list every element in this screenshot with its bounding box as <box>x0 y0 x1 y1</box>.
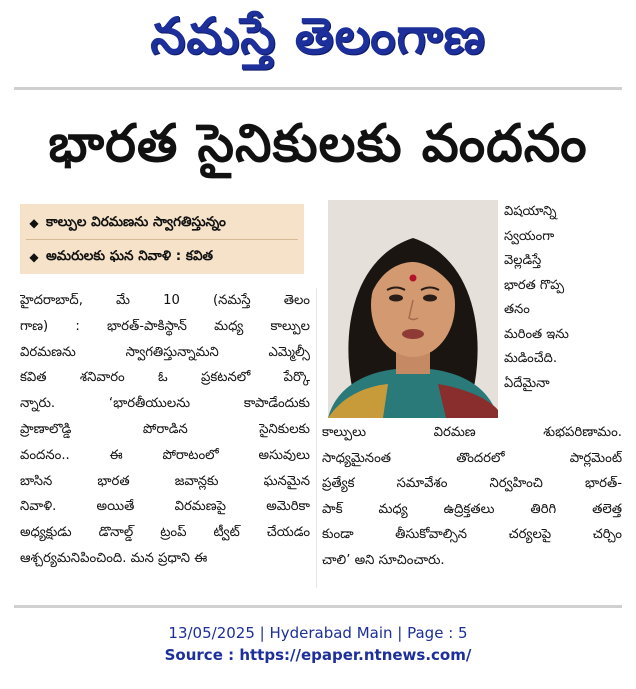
highlight-text: కాల్పుల విరమణను స్వాగతిస్తున్నం <box>46 213 226 230</box>
article-line: ఆశ్చర్యమనిపించింది. మన ప్రధాని ఈ <box>20 550 208 566</box>
article-line: వెల్లడిస్తే <box>504 253 542 268</box>
bottom-rule <box>14 605 622 608</box>
article-line: అధ్యక్షుడు డొనాల్డ్‌ ట్రంప్‌ ట్వీట్‌ చేయడం <box>20 525 310 541</box>
article-line: సాధ్యమైనంత తొందరలో పార్లమెంట్‌ <box>322 450 622 466</box>
portrait-illustration <box>328 200 498 418</box>
highlight-item <box>26 208 300 238</box>
article-line: ఏదేమైనా <box>504 375 550 391</box>
article-line: పాక్‌ మధ్య ఉద్రిక్తతలు తిరిగి తలెత్త <box>322 501 622 517</box>
article-line: మడించేది. <box>504 351 557 366</box>
footer <box>0 622 636 666</box>
highlight-text: అమరులకు ఘన నివాళి : కవిత <box>46 247 214 264</box>
article-line: స్వయంగా <box>504 228 555 244</box>
article-column-bottom <box>322 420 622 573</box>
article-line: మరింత ఇను <box>504 326 569 342</box>
article-line: విరమణను స్వాగతిస్తున్నామని ఎమ్మెల్సీ <box>20 344 310 360</box>
bullet-icon: ◆ <box>29 216 39 230</box>
article-line: ప్రత్యేక సమావేశం నిర్వహించి భారత్‌- <box>322 476 622 491</box>
article-column-right <box>504 200 622 396</box>
article-line: నివాళి. అయితే విరమణపై అమెరికా <box>20 499 310 515</box>
portrait-photo <box>328 200 498 418</box>
highlight-divider <box>26 239 298 240</box>
article-line: బాసిన భారత జవాన్లకు ఘనమైన <box>20 473 310 489</box>
article-line: విషయాన్ని <box>504 204 557 219</box>
column-divider <box>316 288 317 588</box>
article-line: హైదరాబాద్, మే 10 (నమస్తే తెలం <box>20 293 310 308</box>
article-line: భారత గొప్ప <box>504 277 565 293</box>
article-line: తనం <box>504 302 530 317</box>
bullet-icon: ◆ <box>29 250 39 264</box>
article-line: చాలి’ అని సూచించారు. <box>322 552 445 568</box>
newspaper-logo: నమస్తే తెలంగాణ <box>150 6 486 65</box>
highlights-box <box>20 204 304 274</box>
article-column-left <box>20 288 310 572</box>
article-line: వందనం.. ఈ పోరాటంలో అసువులు <box>20 447 310 463</box>
source-link[interactable]: Source : https://epaper.ntnews.com/ <box>164 646 472 664</box>
article-line: కుండా తీసుకోవాల్సిన చర్యలపై చర్చిం <box>322 527 622 542</box>
masthead <box>0 0 636 84</box>
article-line: ప్రాణాలొడ్డి పోరాడిన సైనికులకు <box>20 421 310 437</box>
article-line: గాణ) : భారత్‌-పాకిస్థాన్‌ మధ్య కాల్పుల <box>20 318 310 334</box>
article-line: న్నారు. ‘భారతీయులను కాపాడేందుకు <box>20 396 310 412</box>
top-rule <box>14 87 622 90</box>
article-headline: భారత సైనికులకు వందనం <box>48 113 588 174</box>
article-line: కవిత శనివారం ఓ ప్రకటనలో పేర్కొ <box>20 370 310 386</box>
highlight-item <box>26 242 300 272</box>
edition-info: 13/05/2025 | Hyderabad Main | Page : 5 <box>168 624 468 642</box>
article-line: కాల్పులు విరమణ శుభపరిణామం. <box>322 425 622 440</box>
